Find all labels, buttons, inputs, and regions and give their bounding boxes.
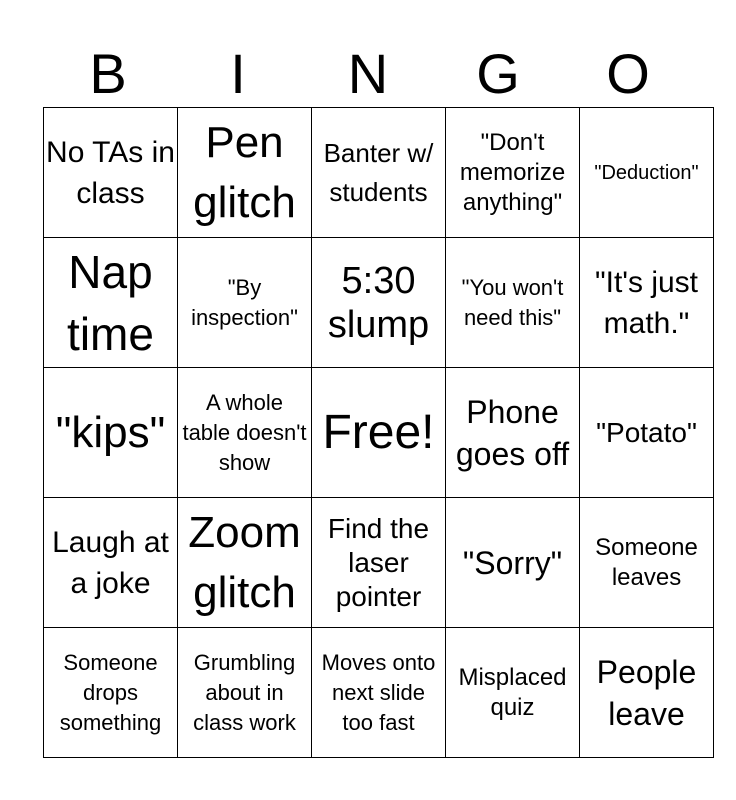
cell-text: Zoom glitch bbox=[188, 507, 301, 617]
cell-text: Someone leaves bbox=[595, 533, 698, 591]
header-letter-o: O bbox=[606, 42, 650, 105]
bingo-cell[interactable] bbox=[312, 628, 446, 758]
board-row bbox=[44, 368, 714, 498]
header-letter-b: B bbox=[89, 42, 127, 105]
header-letter-i: I bbox=[230, 42, 246, 105]
cell-text: "Deduction" bbox=[594, 161, 699, 184]
cell-text: "You won't need this" bbox=[461, 274, 564, 330]
cell-text: Find the laser pointer bbox=[327, 512, 430, 612]
cell-text: "It's just math." bbox=[594, 265, 699, 340]
bingo-cell[interactable] bbox=[446, 498, 580, 628]
bingo-cell[interactable] bbox=[580, 238, 714, 368]
bingo-header bbox=[43, 40, 693, 108]
cell-text: Someone drops something bbox=[59, 649, 162, 735]
bingo-cell[interactable] bbox=[312, 368, 446, 498]
bingo-cell[interactable] bbox=[580, 498, 714, 628]
bingo-cell[interactable] bbox=[178, 368, 312, 498]
cell-text: Grumbling about in class work bbox=[193, 649, 296, 735]
cell-text: "Sorry" bbox=[462, 544, 563, 581]
bingo-cell[interactable] bbox=[178, 628, 312, 758]
cell-text: "Don't memorize anything" bbox=[459, 128, 566, 216]
cell-text: Pen glitch bbox=[193, 117, 296, 227]
bingo-cell[interactable] bbox=[446, 368, 580, 498]
cell-text: Moves onto next slide too fast bbox=[321, 649, 436, 735]
cell-text: Banter w/ students bbox=[323, 137, 434, 207]
bingo-cell[interactable] bbox=[178, 238, 312, 368]
bingo-board bbox=[43, 107, 714, 758]
bingo-cell[interactable] bbox=[312, 108, 446, 238]
cell-text: 5:30 slump bbox=[327, 259, 430, 346]
cell-text: Laugh at a joke bbox=[52, 525, 169, 600]
bingo-cell[interactable] bbox=[446, 108, 580, 238]
cell-text: No TAs in class bbox=[46, 135, 175, 210]
bingo-cell[interactable] bbox=[44, 238, 178, 368]
board-row bbox=[44, 628, 714, 758]
header-letter-g: G bbox=[476, 42, 520, 105]
board-row bbox=[44, 108, 714, 238]
bingo-cell[interactable] bbox=[178, 498, 312, 628]
cell-text: Nap time bbox=[67, 245, 154, 360]
cell-text: "By inspection" bbox=[191, 274, 298, 330]
cell-text: "Potato" bbox=[596, 416, 697, 448]
bingo-cell[interactable] bbox=[44, 498, 178, 628]
board-row bbox=[44, 238, 714, 368]
bingo-cell[interactable] bbox=[44, 368, 178, 498]
bingo-cell[interactable] bbox=[44, 108, 178, 238]
bingo-cell[interactable] bbox=[446, 628, 580, 758]
bingo-cell[interactable] bbox=[178, 108, 312, 238]
header-letter-n: N bbox=[347, 42, 389, 105]
cell-text: Misplaced quiz bbox=[458, 663, 567, 721]
bingo-cell[interactable] bbox=[580, 108, 714, 238]
cell-text: "kips" bbox=[55, 407, 166, 457]
cell-text: A whole table doesn't show bbox=[182, 389, 307, 475]
bingo-cell[interactable] bbox=[44, 628, 178, 758]
bingo-cell[interactable] bbox=[580, 628, 714, 758]
board-row bbox=[44, 498, 714, 628]
bingo-cell[interactable] bbox=[446, 238, 580, 368]
bingo-cell[interactable] bbox=[312, 498, 446, 628]
bingo-cell[interactable] bbox=[580, 368, 714, 498]
bingo-cell[interactable] bbox=[312, 238, 446, 368]
cell-text: Phone goes off bbox=[455, 393, 570, 472]
cell-text: People leave bbox=[596, 653, 697, 732]
cell-text: Free! bbox=[322, 405, 435, 459]
